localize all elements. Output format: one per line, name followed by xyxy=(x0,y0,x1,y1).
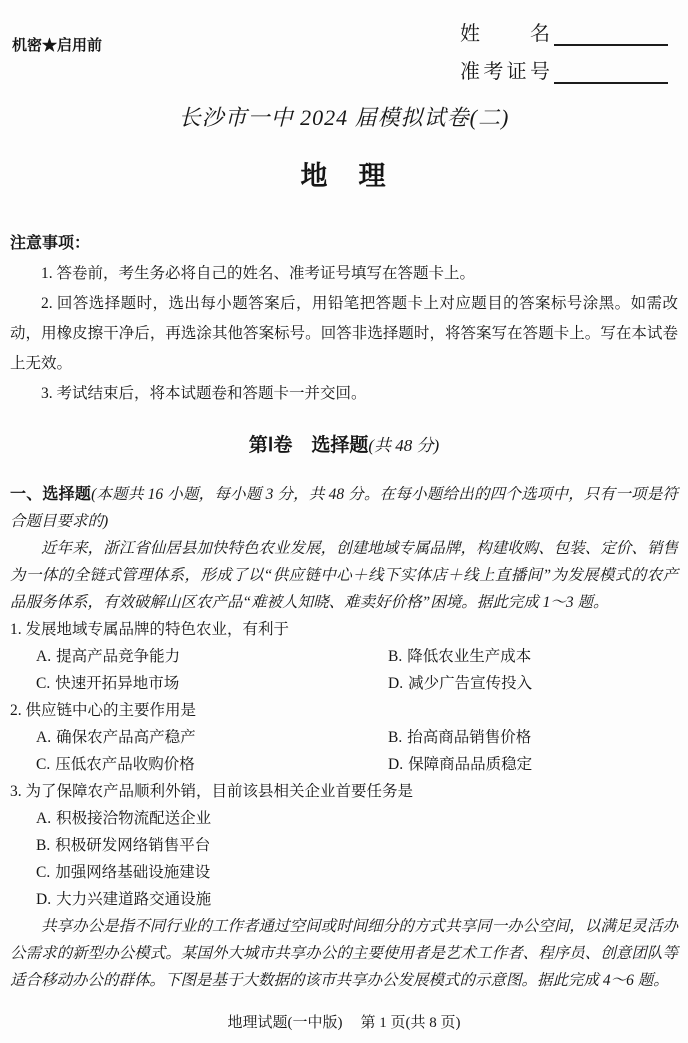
exam-title: 长沙市一中 2024 届模拟试卷(二) xyxy=(178,105,510,130)
candidate-fill-fields xyxy=(460,16,668,92)
section-heading-score: (共 48 分) xyxy=(368,436,440,455)
option-1b: B. 降低农业生产成本 xyxy=(388,648,532,665)
exam-no-field-row xyxy=(460,54,668,84)
name-field-row xyxy=(460,16,668,46)
name-label: 姓名 xyxy=(460,23,550,45)
footer-doc-label: 地理试题(一中版) xyxy=(227,1015,343,1031)
option-1d: D. 减少广告宣传投入 xyxy=(388,675,533,692)
option-2b: B. 抬高商品销售价格 xyxy=(388,729,532,746)
page-footer xyxy=(0,1011,688,1032)
notice-section xyxy=(10,229,678,409)
section-heading-title: 第Ⅰ卷 选择题 xyxy=(248,435,369,456)
notice-item-2: 2. 回答选择题时，选出每小题答案后，用铅笔把答题卡上对应题目的答案标号涂黑。如需改动，用橡皮擦干净后，再选涂其他答案标号。回答非选择题时，将答案写在答题卡上。写在本试卷上无效。 xyxy=(10,295,678,372)
option-3d: D. 大力兴建道路交通设施 xyxy=(36,891,212,908)
passage-2: 共享办公是指不同行业的工作者通过空间或时间细分的方式共享同一办公空间，以满足灵活办公需求的新型办公模式。某国外大城市共享办公的主要使用者是艺术工作者、程序员、创意团队等适合移动办公的群体。下图是基于大数据的该市共享办公发展模式的示意图。据此完成 4～6 题。 xyxy=(10,918,678,989)
question-3-options xyxy=(10,805,678,913)
passage-1: 近年来，浙江省仙居县加快特色农业发展，创建地域专属品牌，构建收购、包装、定价、销售为一体的全链式管理体系，形成了以“供应链中心＋线下实体店＋线上直播间”为发展模式的农产品服务体系，有效破解山区农产品“难被人知晓、难卖好价格”困境。据此完成 1～3 题。 xyxy=(10,540,678,611)
option-2a: A. 确保农产品高产稳产 xyxy=(36,729,196,746)
subject-title: 地 理 xyxy=(300,161,388,191)
secrecy-label: 机密★启用前 xyxy=(12,37,103,54)
question-1-options xyxy=(10,643,678,697)
footer-page-number: 第 1 页(共 8 页) xyxy=(360,1015,461,1031)
option-2c: C. 压低农产品收购价格 xyxy=(36,756,195,773)
exam-no-underline xyxy=(554,58,668,84)
question-3-stem: 3. 为了保障农产品顺利外销，目前该县相关企业首要任务是 xyxy=(10,783,414,800)
option-3c: C. 加强网络基础设施建设 xyxy=(36,864,211,881)
option-2d: D. 保障商品品质稳定 xyxy=(388,756,533,773)
option-3b: B. 积极研发网络销售平台 xyxy=(36,837,211,854)
part-one-label: 一、选择题 xyxy=(10,486,92,503)
section-heading xyxy=(0,432,688,460)
name-underline xyxy=(554,20,668,46)
exam-no-label: 准考证号 xyxy=(460,61,550,83)
part-one-intro xyxy=(10,481,678,535)
option-1c: C. 快速开拓异地市场 xyxy=(36,675,180,692)
part-one-note: (本题共 16 小题，每小题 3 分，共 48 分。在每小题给出的四个选项中，只有一项是符合题目要求的) xyxy=(10,486,678,530)
question-2-stem: 2. 供应链中心的主要作用是 xyxy=(10,702,197,719)
question-1-stem: 1. 发展地域专属品牌的特色农业，有利于 xyxy=(10,621,290,638)
notice-item-1: 1. 答卷前，考生务必将自己的姓名、准考证号填写在答题卡上。 xyxy=(41,265,476,282)
multiple-choice-section xyxy=(10,481,678,994)
question-2-options xyxy=(10,724,678,778)
option-3a: A. 积极接洽物流配送企业 xyxy=(36,810,212,827)
notice-item-3: 3. 考试结束后，将本试题卷和答题卡一并交回。 xyxy=(41,385,367,402)
notice-heading: 注意事项： xyxy=(10,235,91,252)
option-1a: A. 提高产品竞争能力 xyxy=(36,648,181,665)
